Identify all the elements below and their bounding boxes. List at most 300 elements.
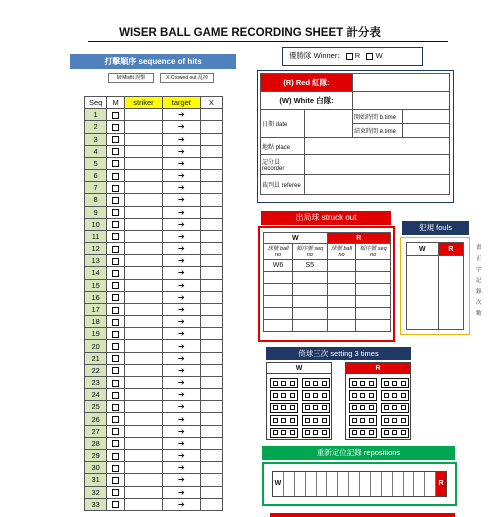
misfit-cell[interactable] [107,401,125,413]
white-team-field[interactable] [353,92,450,110]
setting-checkbox[interactable] [313,405,318,410]
crowed-out-cell[interactable] [200,413,222,425]
struck-out-cell[interactable] [356,284,391,296]
arrow-right-icon: ➔ [177,390,185,400]
misfit-cell[interactable] [107,243,125,255]
col-misfit: M [107,97,125,109]
setting-checkbox[interactable] [369,405,374,410]
target-cell[interactable] [162,279,200,291]
setting-checkbox[interactable] [401,393,406,398]
misfit-cell[interactable] [107,328,125,340]
reposition-cell[interactable] [317,472,328,496]
setting-checkbox[interactable] [290,405,295,410]
misfit-cell[interactable] [107,437,125,449]
winner-box [282,47,423,66]
setting-checkbox[interactable] [290,381,295,386]
place-field[interactable] [305,138,450,155]
setting-checkbox[interactable] [360,430,365,435]
target-cell[interactable] [162,145,200,157]
target-cell[interactable] [162,255,200,267]
target-cell[interactable] [162,401,200,413]
striker-cell[interactable] [125,145,163,157]
crowed-out-cell[interactable] [200,328,222,340]
striker-cell[interactable] [125,267,163,279]
setting-checkbox[interactable] [305,393,310,398]
reposition-cell[interactable] [338,472,349,496]
misfit-checkbox[interactable] [112,124,119,131]
misfit-checkbox[interactable] [112,112,119,119]
misfit-checkbox[interactable] [112,136,119,143]
crowed-out-cell[interactable] [200,474,222,486]
striker-cell[interactable] [125,498,163,510]
target-cell[interactable] [162,389,200,401]
setting-checkbox[interactable] [369,381,374,386]
crowed-out-cell[interactable] [200,121,222,133]
target-cell[interactable] [162,316,200,328]
sequence-row [85,291,223,303]
crowed-out-cell[interactable] [200,133,222,145]
striker-cell[interactable] [125,486,163,498]
striker-cell[interactable] [125,255,163,267]
misfit-checkbox[interactable] [112,282,119,289]
striker-cell[interactable] [125,206,163,218]
striker-cell[interactable] [125,352,163,364]
striker-cell[interactable] [125,425,163,437]
misfit-cell[interactable] [107,230,125,242]
misfit-checkbox[interactable] [112,392,119,399]
setting-checkbox[interactable] [322,381,327,386]
target-cell[interactable] [162,230,200,242]
struck-out-cell[interactable] [327,260,356,272]
misfit-cell[interactable] [107,121,125,133]
setting-checkbox[interactable] [369,393,374,398]
crowed-out-cell[interactable] [200,291,222,303]
sequence-row [85,449,223,461]
struck-out-cell[interactable] [264,308,293,320]
struck-out-cell[interactable] [264,296,293,308]
misfit-cell[interactable] [107,182,125,194]
struck-out-cell[interactable] [356,272,391,284]
target-cell[interactable] [162,133,200,145]
striker-cell[interactable] [125,303,163,315]
misfit-checkbox[interactable] [112,355,119,362]
crowed-out-cell[interactable] [200,243,222,255]
misfit-cell[interactable] [107,170,125,182]
setting-checkbox[interactable] [305,430,310,435]
crowed-out-cell[interactable] [200,267,222,279]
setting-checkbox[interactable] [273,393,278,398]
misfit-checkbox[interactable] [112,416,119,423]
crowed-out-cell[interactable] [200,401,222,413]
striker-cell[interactable] [125,243,163,255]
setting-checkbox[interactable] [281,405,286,410]
target-cell[interactable] [162,157,200,169]
striker-cell[interactable] [125,474,163,486]
striker-cell[interactable] [125,462,163,474]
target-cell[interactable] [162,328,200,340]
struck-out-cell[interactable] [356,260,391,272]
setting-checkbox[interactable] [322,393,327,398]
crowed-out-cell[interactable] [200,498,222,510]
referee-label: 裁判員 referee [261,175,305,195]
misfit-checkbox[interactable] [112,489,119,496]
striker-cell[interactable] [125,230,163,242]
repositions-box [262,462,457,506]
setting-checkbox[interactable] [360,405,365,410]
misfit-checkbox[interactable] [112,501,119,508]
striker-cell[interactable] [125,109,163,121]
col-seq: Seq [85,97,107,109]
misfit-cell[interactable] [107,206,125,218]
crowed-out-cell[interactable] [200,376,222,388]
setting-checkbox[interactable] [352,418,357,423]
striker-cell[interactable] [125,389,163,401]
reposition-cell[interactable] [327,472,338,496]
misfit-checkbox[interactable] [112,148,119,155]
misfit-checkbox[interactable] [112,258,119,265]
sequence-number: 21 [85,352,107,364]
crowed-out-cell[interactable] [200,316,222,328]
misfit-cell[interactable] [107,449,125,461]
reposition-cell[interactable] [349,472,360,496]
struck-out-w-seq-no: 順序號 seq no [293,244,328,260]
winner-w-checkbox[interactable] [366,53,373,60]
misfit-checkbox[interactable] [112,270,119,277]
setting-checkbox[interactable] [392,430,397,435]
reposition-cell[interactable] [425,472,436,496]
misfit-cell[interactable] [107,133,125,145]
target-cell[interactable] [162,267,200,279]
setting-checkbox[interactable] [313,393,318,398]
setting-checkbox[interactable] [384,405,389,410]
setting-checkbox[interactable] [360,418,365,423]
crowed-out-cell[interactable] [200,157,222,169]
setting-cell [381,390,409,400]
struck-out-cell[interactable] [356,320,391,332]
misfit-checkbox[interactable] [112,343,119,350]
target-cell[interactable] [162,121,200,133]
arrow-right-icon: ➔ [177,305,185,314]
struck-out-cell[interactable] [327,272,356,284]
setting-checkbox[interactable] [281,393,286,398]
misfit-cell[interactable] [107,194,125,206]
setting-checkbox[interactable] [401,381,406,386]
struck-out-cell[interactable] [327,308,356,320]
setting-checkbox[interactable] [290,418,295,423]
setting-checkbox[interactable] [401,418,406,423]
red-team-field[interactable] [353,74,450,92]
setting-checkbox[interactable] [360,381,365,386]
striker-cell[interactable] [125,316,163,328]
winner-r-checkbox[interactable] [346,53,353,60]
crowed-out-cell[interactable] [200,145,222,157]
setting-checkbox[interactable] [392,393,397,398]
setting-checkbox[interactable] [352,393,357,398]
col-target: target [162,97,200,109]
setting-checkbox[interactable] [290,430,295,435]
setting-checkbox[interactable] [401,405,406,410]
misfit-cell[interactable] [107,255,125,267]
reposition-cell[interactable] [284,472,295,496]
misfit-checkbox[interactable] [112,404,119,411]
target-cell[interactable] [162,449,200,461]
misfit-cell[interactable] [107,145,125,157]
setting-checkbox[interactable] [273,405,278,410]
target-cell[interactable] [162,437,200,449]
misfit-checkbox[interactable] [112,465,119,472]
recorder-field[interactable] [305,155,450,175]
striker-cell[interactable] [125,401,163,413]
sequence-row [85,364,223,376]
setting-checkbox[interactable] [369,418,374,423]
setting-checkbox[interactable] [273,381,278,386]
misfit-cell[interactable] [107,413,125,425]
misfit-cell[interactable] [107,352,125,364]
struck-out-cell[interactable] [293,284,328,296]
sequence-row [85,401,223,413]
misfit-cell[interactable] [107,462,125,474]
struck-out-cell[interactable] [356,296,391,308]
crowed-out-cell[interactable] [200,182,222,194]
striker-cell[interactable] [125,182,163,194]
target-cell[interactable] [162,109,200,121]
misfit-checkbox[interactable] [112,440,119,447]
striker-cell[interactable] [125,291,163,303]
target-cell[interactable] [162,498,200,510]
striker-cell[interactable] [125,364,163,376]
misfit-cell[interactable] [107,486,125,498]
target-cell[interactable] [162,376,200,388]
striker-cell[interactable] [125,340,163,352]
misfit-checkbox[interactable] [112,331,119,338]
misfit-cell[interactable] [107,109,125,121]
misfit-cell[interactable] [107,340,125,352]
setting-checkbox[interactable] [281,381,286,386]
reposition-cell[interactable] [404,472,415,496]
date-field[interactable] [305,110,353,138]
misfit-checkbox[interactable] [112,319,119,326]
setting-checkbox[interactable] [384,381,389,386]
struck-out-entry-ball[interactable]: W6 [264,260,293,272]
setting-checkbox[interactable] [273,418,278,423]
fouls-r-field[interactable] [438,256,463,330]
reposition-cell[interactable] [306,472,317,496]
reposition-cell[interactable] [414,472,425,496]
striker-cell[interactable] [125,279,163,291]
setting-checkbox[interactable] [360,393,365,398]
crowed-out-cell[interactable] [200,462,222,474]
setting-checkbox[interactable] [305,418,310,423]
striker-cell[interactable] [125,449,163,461]
misfit-cell[interactable] [107,389,125,401]
arrow-right-icon: ➔ [177,171,185,181]
setting-cell [302,415,330,425]
setting-checkbox[interactable] [352,405,357,410]
setting-cell [349,378,377,388]
setting-checkbox[interactable] [313,418,318,423]
misfit-checkbox[interactable] [112,246,119,253]
misfit-checkbox[interactable] [112,173,119,180]
target-cell[interactable] [162,425,200,437]
misfit-cell[interactable] [107,498,125,510]
misfit-cell[interactable] [107,279,125,291]
target-cell[interactable] [162,218,200,230]
target-cell[interactable] [162,194,200,206]
crowed-out-cell[interactable] [200,340,222,352]
setting-checkbox[interactable] [392,405,397,410]
begin-time-field[interactable] [403,110,450,124]
misfit-cell[interactable] [107,316,125,328]
end-time-field[interactable] [403,124,450,138]
setting-checkbox[interactable] [313,430,318,435]
misfit-cell[interactable] [107,218,125,230]
misfit-checkbox[interactable] [112,160,119,167]
misfit-checkbox[interactable] [112,197,119,204]
crowed-out-cell[interactable] [200,352,222,364]
setting-checkbox[interactable] [392,418,397,423]
arrow-right-icon: ➔ [177,219,185,229]
target-cell[interactable] [162,462,200,474]
striker-cell[interactable] [125,194,163,206]
misfit-checkbox[interactable] [112,221,119,228]
target-cell[interactable] [162,474,200,486]
crowed-out-cell[interactable] [200,194,222,206]
struck-out-entry-seq[interactable]: S5 [293,260,328,272]
misfit-checkbox[interactable] [112,428,119,435]
setting-checkbox[interactable] [322,430,327,435]
misfit-cell[interactable] [107,291,125,303]
misfit-cell[interactable] [107,376,125,388]
striker-cell[interactable] [125,170,163,182]
misfit-checkbox[interactable] [112,209,119,216]
struck-out-cell[interactable] [293,308,328,320]
referee-field[interactable] [305,175,450,195]
setting-checkbox[interactable] [305,405,310,410]
setting-checkbox[interactable] [281,430,286,435]
misfit-checkbox[interactable] [112,380,119,387]
setting-checkbox[interactable] [352,430,357,435]
setting-checkbox[interactable] [313,381,318,386]
striker-cell[interactable] [125,218,163,230]
striker-cell[interactable] [125,133,163,145]
target-cell[interactable] [162,364,200,376]
target-cell[interactable] [162,243,200,255]
striker-cell[interactable] [125,413,163,425]
misfit-checkbox[interactable] [112,185,119,192]
struck-out-cell[interactable] [293,272,328,284]
striker-cell[interactable] [125,157,163,169]
crowed-out-cell[interactable] [200,425,222,437]
setting-checkbox[interactable] [305,381,310,386]
crowed-out-cell[interactable] [200,449,222,461]
setting-checkbox[interactable] [392,381,397,386]
setting-checkbox[interactable] [281,418,286,423]
crowed-out-cell[interactable] [200,230,222,242]
struck-out-w-header: W [264,233,328,244]
reposition-cell[interactable] [371,472,382,496]
striker-cell[interactable] [125,328,163,340]
crowed-out-cell[interactable] [200,170,222,182]
struck-out-cell[interactable] [264,320,293,332]
reposition-cell[interactable] [360,472,371,496]
struck-out-cell[interactable] [327,320,356,332]
striker-cell[interactable] [125,376,163,388]
crowed-out-cell[interactable] [200,437,222,449]
misfit-checkbox[interactable] [112,233,119,240]
sequence-row [85,218,223,230]
sequence-number: 33 [85,498,107,510]
misfit-checkbox[interactable] [112,367,119,374]
striker-cell[interactable] [125,437,163,449]
crowed-out-cell[interactable] [200,109,222,121]
target-cell[interactable] [162,170,200,182]
misfit-cell[interactable] [107,157,125,169]
misfit-cell[interactable] [107,425,125,437]
crowed-out-cell[interactable] [200,206,222,218]
misfit-checkbox[interactable] [112,453,119,460]
target-cell[interactable] [162,206,200,218]
fouls-w-field[interactable] [407,256,439,330]
crowed-out-cell[interactable] [200,389,222,401]
target-cell[interactable] [162,303,200,315]
setting-checkbox[interactable] [384,430,389,435]
setting-checkbox[interactable] [322,418,327,423]
target-cell[interactable] [162,413,200,425]
setting-checkbox[interactable] [352,381,357,386]
struck-out-cell[interactable] [327,284,356,296]
misfit-cell[interactable] [107,267,125,279]
misfit-cell[interactable] [107,364,125,376]
struck-out-cell[interactable] [356,308,391,320]
sequence-number: 10 [85,218,107,230]
reposition-cell[interactable] [382,472,393,496]
crowed-out-cell[interactable] [200,279,222,291]
setting-checkbox[interactable] [273,430,278,435]
struck-out-cell[interactable] [327,296,356,308]
crowed-out-cell[interactable] [200,486,222,498]
crowed-out-cell[interactable] [200,218,222,230]
misfit-checkbox[interactable] [112,307,119,314]
target-cell[interactable] [162,352,200,364]
struck-out-cell[interactable] [264,284,293,296]
misfit-checkbox[interactable] [112,294,119,301]
target-cell[interactable] [162,340,200,352]
misfit-cell[interactable] [107,474,125,486]
struck-out-cell[interactable] [293,320,328,332]
arrow-right-icon: ➔ [177,134,185,144]
reposition-cell[interactable] [393,472,404,496]
setting-checkbox[interactable] [369,430,374,435]
misfit-checkbox[interactable] [112,477,119,484]
setting-checkbox[interactable] [384,393,389,398]
target-cell[interactable] [162,291,200,303]
target-cell[interactable] [162,486,200,498]
setting-checkbox[interactable] [322,405,327,410]
setting-checkbox[interactable] [401,430,406,435]
setting-checkbox[interactable] [384,418,389,423]
misfit-cell[interactable] [107,303,125,315]
striker-cell[interactable] [125,121,163,133]
struck-out-cell[interactable] [293,296,328,308]
crowed-out-cell[interactable] [200,255,222,267]
reposition-cell[interactable] [295,472,306,496]
setting-3-times-header: 倚球三次 setting 3 times [266,347,411,360]
target-cell[interactable] [162,182,200,194]
struck-out-cell[interactable] [264,272,293,284]
crowed-out-cell[interactable] [200,364,222,376]
crowed-out-cell[interactable] [200,303,222,315]
setting-checkbox[interactable] [290,393,295,398]
